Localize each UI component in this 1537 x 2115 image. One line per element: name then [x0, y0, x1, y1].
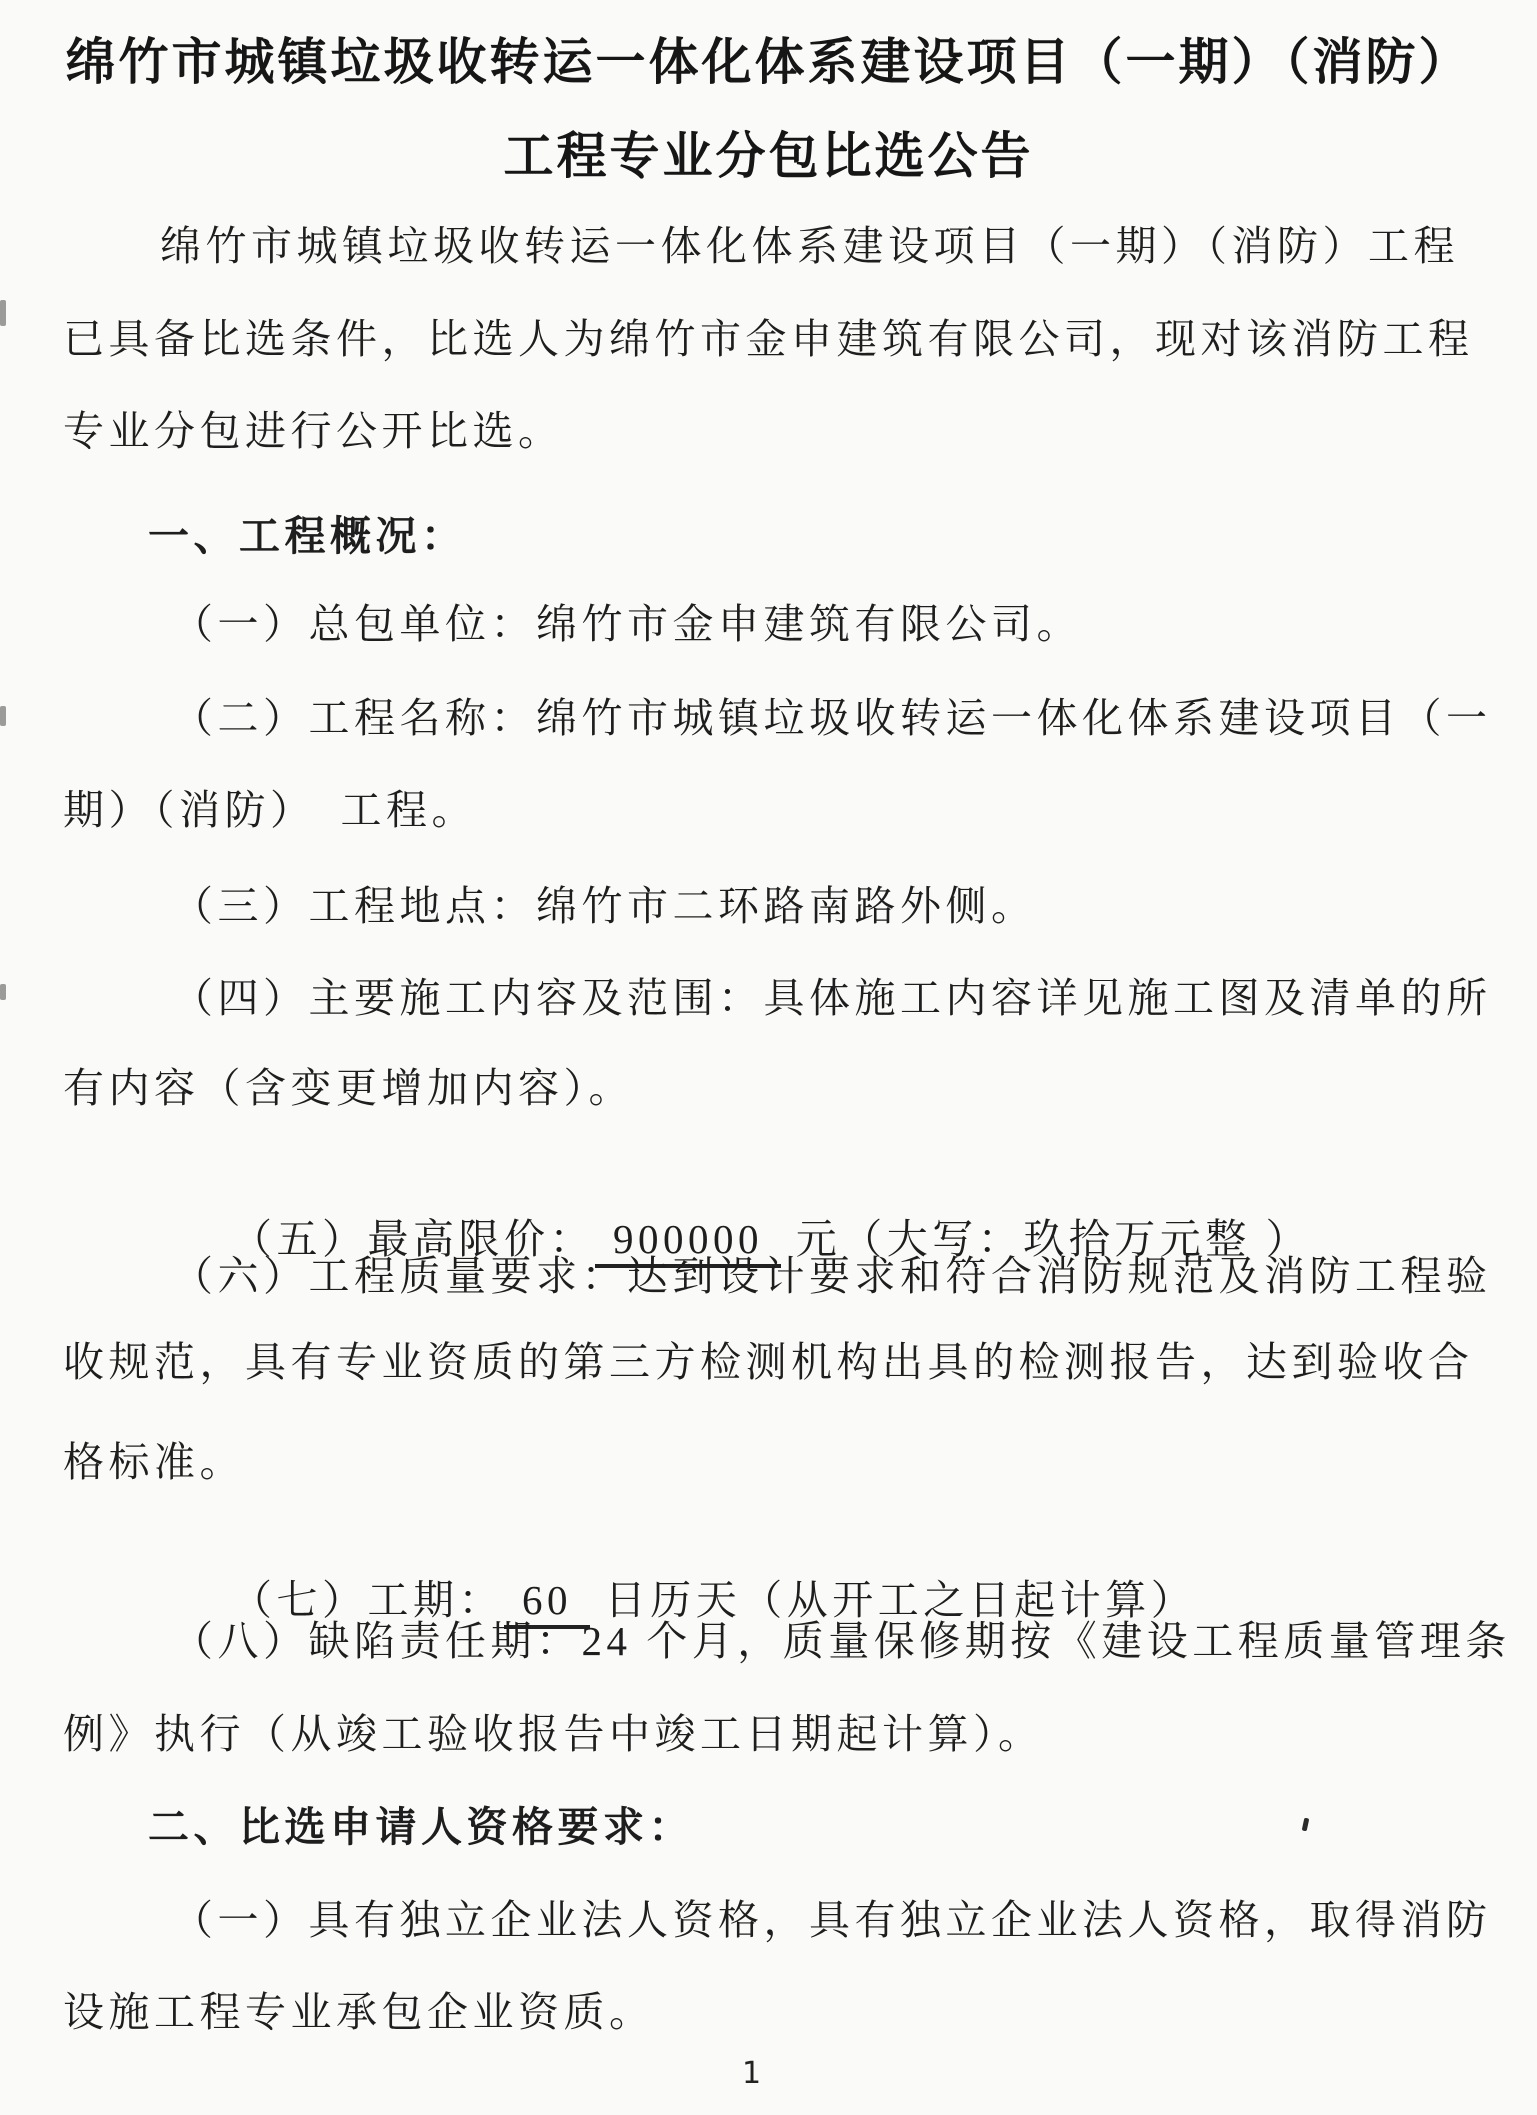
section2-item1-line1: （一）具有独立企业法人资格，具有独立企业法人资格，取得消防 [172, 1897, 1492, 1943]
section1-item6-line3: 格标准。 [63, 1439, 245, 1485]
intro-line-2: 已具备比选条件，比选人为绵竹市金申建筑有限公司，现对该消防工程 [63, 316, 1474, 362]
section1-item1: （一）总包单位：绵竹市金申建筑有限公司。 [172, 601, 1082, 647]
scan-artifact-mark [1302, 1818, 1310, 1832]
section1-item4-line1: （四）主要施工内容及范围：具体施工内容详见施工图及清单的所 [172, 975, 1492, 1021]
section1-item2-line1: （二）工程名称：绵竹市城镇垃圾收转运一体化体系建设项目（一 [172, 695, 1492, 741]
section1-item2-line2: 期）（消防） 工程。 [63, 787, 477, 833]
scan-edge-artifact [0, 984, 6, 1000]
section1-item8-line1: （八）缺陷责任期：24 个月，质量保修期按《建设工程质量管理条 [172, 1618, 1511, 1664]
section1-item3: （三）工程地点：绵竹市二环路南路外侧。 [172, 883, 1037, 929]
section1-item6-line2: 收规范，具有专业资质的第三方检测机构出具的检测报告，达到验收合 [63, 1339, 1474, 1385]
intro-line-1: 绵竹市城镇垃圾收转运一体化体系建设项目（一期）（消防）工程 [160, 223, 1459, 269]
section1-item4-line2: 有内容（含变更增加内容）。 [63, 1065, 634, 1111]
scan-edge-artifact [0, 706, 6, 726]
document-title-line-1: 绵竹市城镇垃圾收转运一体化体系建设项目（一期）（消防） [65, 34, 1472, 90]
section1-heading: 一、工程概况： [148, 513, 467, 559]
section2-item1-line2: 设施工程专业承包企业资质。 [63, 1989, 655, 2035]
duration-label: （七）工期： [231, 1577, 504, 1624]
section1-item6-line1: （六）工程质量要求：达到设计要求和符合消防规范及消防工程验 [172, 1253, 1492, 1299]
duration-value: 60 [504, 1576, 590, 1629]
section1-item8-line2: 例》执行（从竣工验收报告中竣工日期起计算）。 [63, 1711, 1044, 1757]
max-price-label: （五）最高限价： [231, 1216, 595, 1263]
intro-line-3: 专业分包进行公开比选。 [63, 408, 564, 454]
page-number: 1 [742, 2056, 762, 2091]
document-title-line-2: 工程专业分包比选公告 [503, 128, 1034, 184]
duration-suffix: 日历天（从开工之日起计算） [590, 1577, 1197, 1624]
max-price-value: 900000 [595, 1215, 781, 1268]
max-price-suffix: 元（大写：玖拾万元整 ） [781, 1216, 1311, 1263]
scan-edge-artifact [0, 300, 6, 326]
section2-heading: 二、比选申请人资格要求： [148, 1804, 694, 1850]
